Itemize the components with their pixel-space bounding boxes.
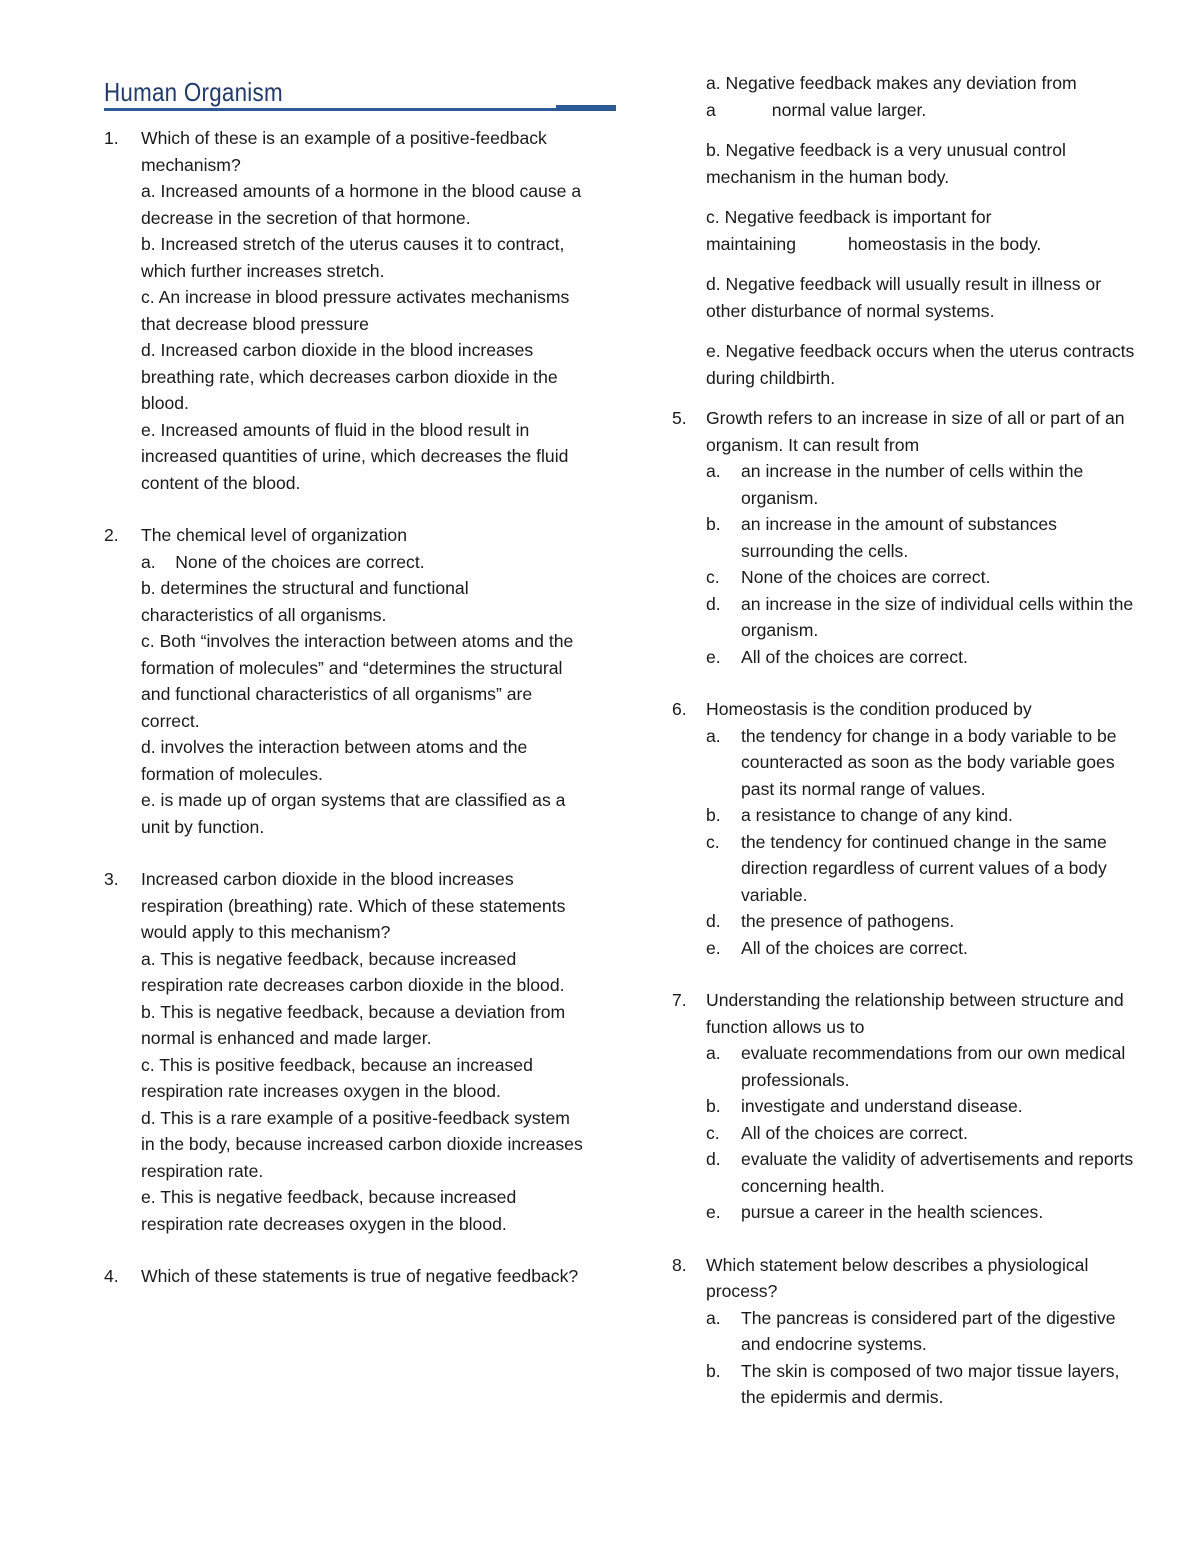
option-letter: b. — [706, 1096, 721, 1116]
option-letter: a. — [706, 725, 721, 746]
question-number: 6. — [672, 699, 687, 719]
question-number: 5. — [672, 408, 687, 428]
option-e — [706, 1199, 1142, 1226]
option-letter: b. — [706, 805, 721, 825]
option-d: d. Negative feedback will usually result in illness or other disturbance of normal systems. — [706, 274, 1102, 321]
question-stem: Understanding the relationship between structure and function allows us to — [706, 990, 1124, 1037]
option-d: d. Increased carbon dioxide in the blood increases breathing rate, which decreases carbon dioxide in the blood. — [141, 340, 558, 413]
page-title: Human Organism — [104, 77, 283, 107]
question-8 — [672, 1252, 1142, 1411]
option-text: an increase in the size of individual cells within the organism. — [741, 593, 1134, 640]
option-a — [706, 458, 1142, 511]
option-e: e. Negative feedback occurs when the uterus contracts during childbirth. — [706, 341, 1135, 388]
option-text: The skin is composed of two major tissue layers, the epidermis and dermis. — [741, 1360, 1120, 1407]
option-c-line-2-rest: homeostasis in the body. — [847, 233, 1042, 254]
option-b: b. This is negative feedback, because a deviation from normal is enhanced and made larger. — [141, 1001, 566, 1048]
option-text: an increase in the number of cells within the organism. — [741, 461, 1084, 508]
option-letter: a. — [141, 551, 156, 572]
option-b — [706, 511, 1142, 564]
option-letter: b. — [706, 1360, 721, 1381]
option-text: the presence of pathogens. — [741, 911, 955, 931]
question-2 — [104, 522, 584, 840]
option-c — [706, 564, 1142, 591]
option-text: the tendency for continued change in the same direction regardless of current values of a body variable. — [741, 831, 1107, 905]
option-list — [706, 723, 1142, 962]
option-text: evaluate recommendations from our own medical professionals. — [741, 1043, 1126, 1090]
question-3 — [104, 866, 584, 1237]
option-text: an increase in the amount of substances surrounding the cells. — [741, 514, 1057, 561]
option-letter: a. — [706, 461, 721, 481]
option-b: b. Negative feedback is a very unusual control mechanism in the human body. — [706, 140, 1066, 187]
option-text: All of the choices are correct. — [741, 937, 968, 958]
option-a — [706, 1040, 1142, 1093]
option-d: d. involves the interaction between atoms and the formation of molecules. — [141, 737, 528, 784]
option-text: evaluate the validity of advertisements and reports concerning health. — [741, 1149, 1134, 1196]
question-number: 1. — [104, 128, 119, 148]
option-e — [706, 935, 1142, 962]
option-d — [706, 908, 1142, 935]
option-c — [706, 1120, 1142, 1147]
question-stem: Homeostasis is the condition produced by — [706, 699, 1032, 719]
option-c: c. Both “involves the interaction between atoms and the formation of molecules” and “determines the structural and functional characteristics of all organisms” are correct. — [141, 631, 574, 731]
option-text: the tendency for change in a body variable to be counteracted as soon as the body variable goes past its normal range of values. — [741, 725, 1117, 799]
option-e: e. This is negative feedback, because increased respiration rate decreases oxygen in the blood. — [141, 1187, 517, 1234]
option-b: b. determines the structural and functional characteristics of all organisms. — [141, 578, 469, 625]
option-text: All of the choices are correct. — [741, 646, 968, 667]
option-letter: a. — [706, 1043, 721, 1063]
option-text: a resistance to change of any kind. — [741, 805, 1013, 825]
option-letter: c. — [706, 831, 720, 852]
option-a — [141, 549, 584, 576]
question-stem: Which of these is an example of a positive-feedback mechanism? — [141, 128, 547, 175]
option-text: investigate and understand disease. — [741, 1096, 1023, 1116]
option-letter: e. — [706, 937, 721, 958]
option-letter: a. — [706, 1307, 721, 1328]
option-a: a. This is negative feedback, because increased respiration rate decreases carbon dioxide in the blood. — [141, 948, 565, 995]
option-c-line-1: c. Negative feedback is important for — [706, 207, 992, 227]
option-d: d. This is a rare example of a positive-feedback system in the body, because increased carbon dioxide increases respiration rate. — [141, 1107, 583, 1181]
option-e: e. is made up of organ systems that are classified as a unit by function. — [141, 790, 566, 837]
option-e — [706, 644, 1142, 671]
option-a — [706, 70, 1142, 123]
question-stem: Growth refers to an increase in size of all or part of an organism. It can result from — [706, 408, 1125, 455]
option-text: None of the choices are correct. — [741, 567, 991, 587]
option-text: All of the choices are correct. — [741, 1122, 968, 1143]
option-a: a. Increased amounts of a hormone in the blood cause a decrease in the secretion of that hormone. — [141, 181, 582, 228]
option-a-line-1: a. Negative feedback makes any deviation from — [706, 73, 1077, 93]
option-letter: c. — [706, 567, 720, 587]
option-list — [706, 1040, 1142, 1226]
option-d — [706, 591, 1142, 644]
option-letter: d. — [706, 1149, 721, 1169]
option-e: e. Increased amounts of fluid in the blood result in increased quantities of urine, which decreases the fluid content of the blood. — [141, 419, 569, 493]
option-text: None of the choices are correct. — [175, 551, 425, 572]
option-b: b. Increased stretch of the uterus causes it to contract, which further increases stretch. — [141, 234, 565, 281]
question-4-options — [672, 70, 1142, 391]
option-letter: d. — [706, 593, 721, 614]
question-stem: Which of these statements is true of negative feedback? — [141, 1266, 579, 1286]
question-1 — [104, 125, 584, 496]
question-number: 7. — [672, 990, 687, 1010]
question-number: 3. — [104, 869, 119, 889]
option-text: The pancreas is considered part of the digestive and endocrine systems. — [741, 1307, 1116, 1354]
option-letter: e. — [706, 1202, 721, 1222]
title-underline — [104, 108, 616, 111]
question-stem: Increased carbon dioxide in the blood increases respiration (breathing) rate. Which of these statements would apply to this mechanism? — [141, 869, 566, 942]
option-c: c. This is positive feedback, because an increased respiration rate increases oxygen in the blood. — [141, 1054, 533, 1101]
question-number: 2. — [104, 525, 119, 545]
option-letter: d. — [706, 911, 721, 931]
option-list — [706, 458, 1142, 670]
option-c-line-2-start: maintaining — [706, 233, 796, 254]
right-column — [672, 70, 1142, 1411]
left-column — [104, 76, 584, 1290]
option-a — [706, 1305, 1142, 1358]
option-letter: e. — [706, 646, 721, 667]
option-b — [706, 802, 1142, 829]
option-text: pursue a career in the health sciences. — [741, 1202, 1044, 1222]
option-a-line-2-start: a — [706, 99, 716, 120]
question-4 — [104, 1263, 584, 1290]
option-c: c. An increase in blood pressure activates mechanisms that decrease blood pressure — [141, 287, 570, 334]
question-number: 4. — [104, 1266, 119, 1286]
option-b — [706, 1093, 1142, 1120]
option-letter: c. — [706, 1122, 720, 1143]
option-c — [706, 204, 1142, 257]
title-underline-accent — [556, 105, 616, 111]
option-c — [706, 829, 1142, 909]
question-7 — [672, 987, 1142, 1226]
question-stem: Which statement below describes a physiological process? — [706, 1254, 1089, 1301]
option-b — [706, 1358, 1142, 1411]
question-6 — [672, 696, 1142, 961]
question-stem: The chemical level of organization — [141, 525, 408, 545]
option-a-line-2-rest: normal value larger. — [771, 99, 927, 120]
option-letter: b. — [706, 514, 721, 534]
option-d — [706, 1146, 1142, 1199]
option-list — [706, 1305, 1142, 1411]
option-a — [706, 723, 1142, 803]
question-5 — [672, 405, 1142, 670]
question-number: 8. — [672, 1254, 687, 1275]
